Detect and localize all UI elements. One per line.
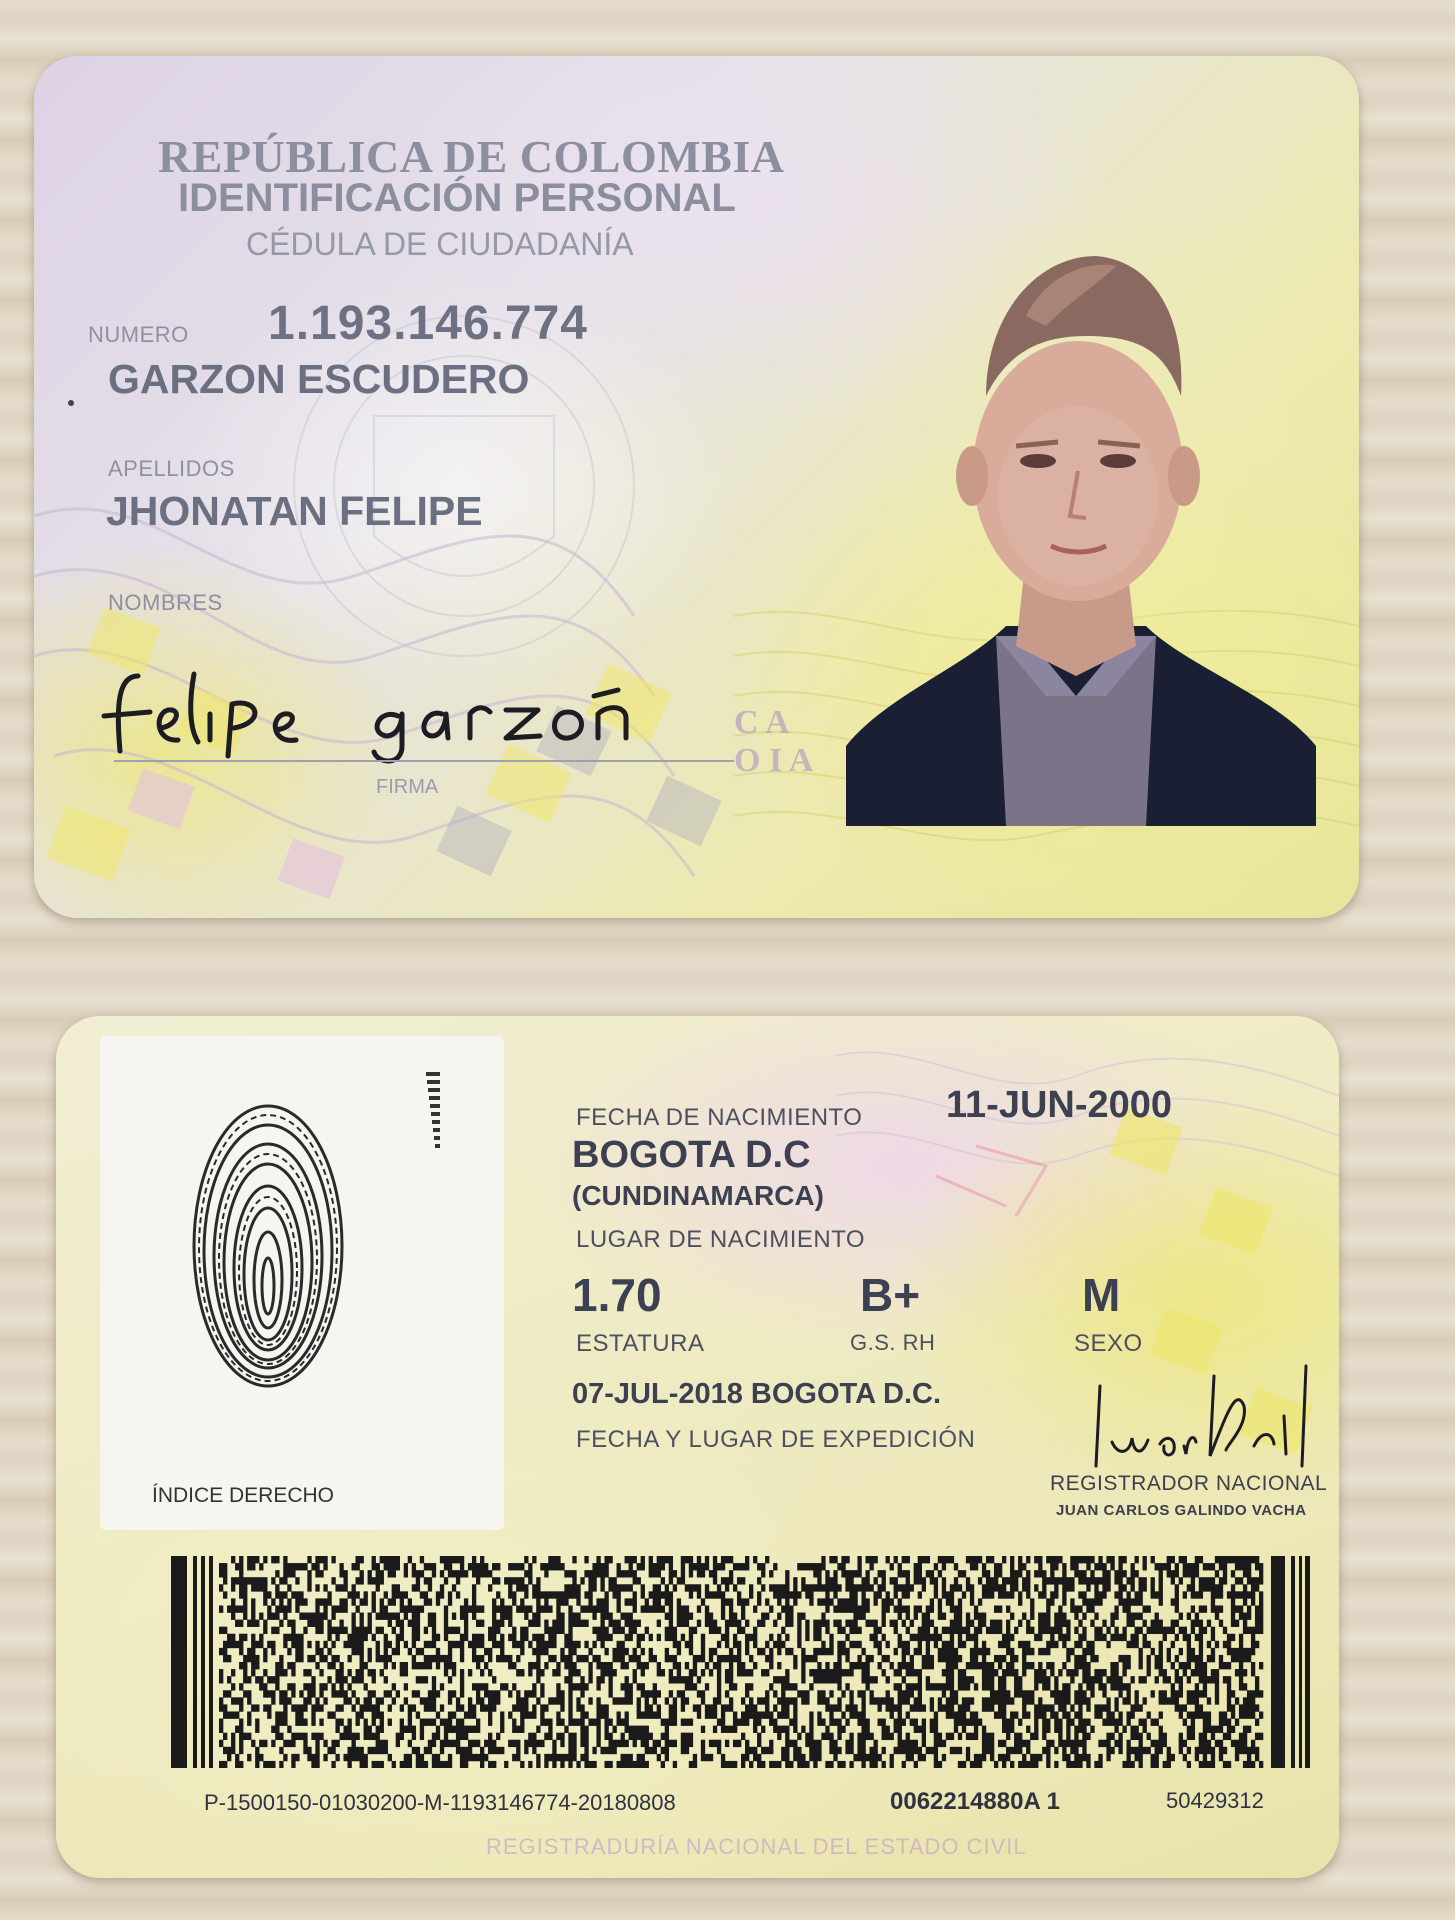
issue-date-place-value: 07-JUL-2018 BOGOTA D.C. [572, 1378, 942, 1410]
height-label: ESTATURA [576, 1330, 705, 1357]
country-title: REPÚBLICA DE COLOMBIA [158, 131, 785, 182]
serial-code: 0062214880A 1 [890, 1788, 1060, 1815]
signature-label: FIRMA [376, 776, 439, 798]
fingerprint-label: ÍNDICE DERECHO [152, 1484, 335, 1507]
id-number: 1.193.146.774 [268, 297, 588, 350]
given-names-value: JHONATAN FELIPE [106, 488, 483, 534]
birth-city-value: BOGOTA D.C [572, 1134, 811, 1176]
registrar-name: JUAN CARLOS GALINDO VACHA [1056, 1502, 1307, 1519]
given-names-label: NOMBRES [108, 590, 223, 615]
registrar-signature [1076, 1346, 1336, 1476]
blood-type-value: B+ [860, 1269, 921, 1321]
holder-signature [98, 656, 738, 766]
birth-department-value: (CUNDINAMARCA) [572, 1180, 824, 1211]
control-number: 50429312 [1166, 1788, 1264, 1813]
pdf417-barcode [171, 1556, 1311, 1768]
holder-photo [846, 226, 1316, 826]
birth-date-value: 11-JUN-2000 [946, 1084, 1173, 1126]
birth-date-label: FECHA DE NACIMIENTO [576, 1104, 863, 1131]
surnames-label: APELLIDOS [108, 456, 235, 481]
document-type: IDENTIFICACIÓN PERSONAL [178, 176, 736, 220]
issue-date-place-label: FECHA Y LUGAR DE EXPEDICIÓN [576, 1426, 976, 1453]
birth-place-label: LUGAR DE NACIMIENTO [576, 1226, 866, 1253]
document-code: P-1500150-01030200-M-1193146774-20180808 [204, 1790, 676, 1815]
id-card-front [34, 56, 1359, 918]
ink-dot [68, 400, 74, 406]
height-value: 1.70 [572, 1269, 662, 1321]
registry-faint-text: REGISTRADURÍA NACIONAL DEL ESTADO CIVIL [486, 1834, 1027, 1859]
id-card-back [56, 1016, 1339, 1878]
numero-label: NUMERO [88, 322, 189, 347]
signature-line [114, 760, 734, 762]
document-subtype: CÉDULA DE CIUDADANÍA [246, 226, 634, 262]
fingerprint-panel [100, 1036, 504, 1530]
surnames-value: GARZON ESCUDERO [108, 356, 530, 402]
hologram-watermark: C A O I A [734, 704, 814, 779]
registrar-title: REGISTRADOR NACIONAL [1050, 1472, 1328, 1495]
fingerprint-icon [100, 1036, 504, 1530]
sex-label: SEXO [1074, 1330, 1143, 1357]
blood-type-label: G.S. RH [850, 1330, 936, 1355]
sex-value: M [1082, 1269, 1121, 1321]
portrait-illustration [846, 226, 1316, 826]
